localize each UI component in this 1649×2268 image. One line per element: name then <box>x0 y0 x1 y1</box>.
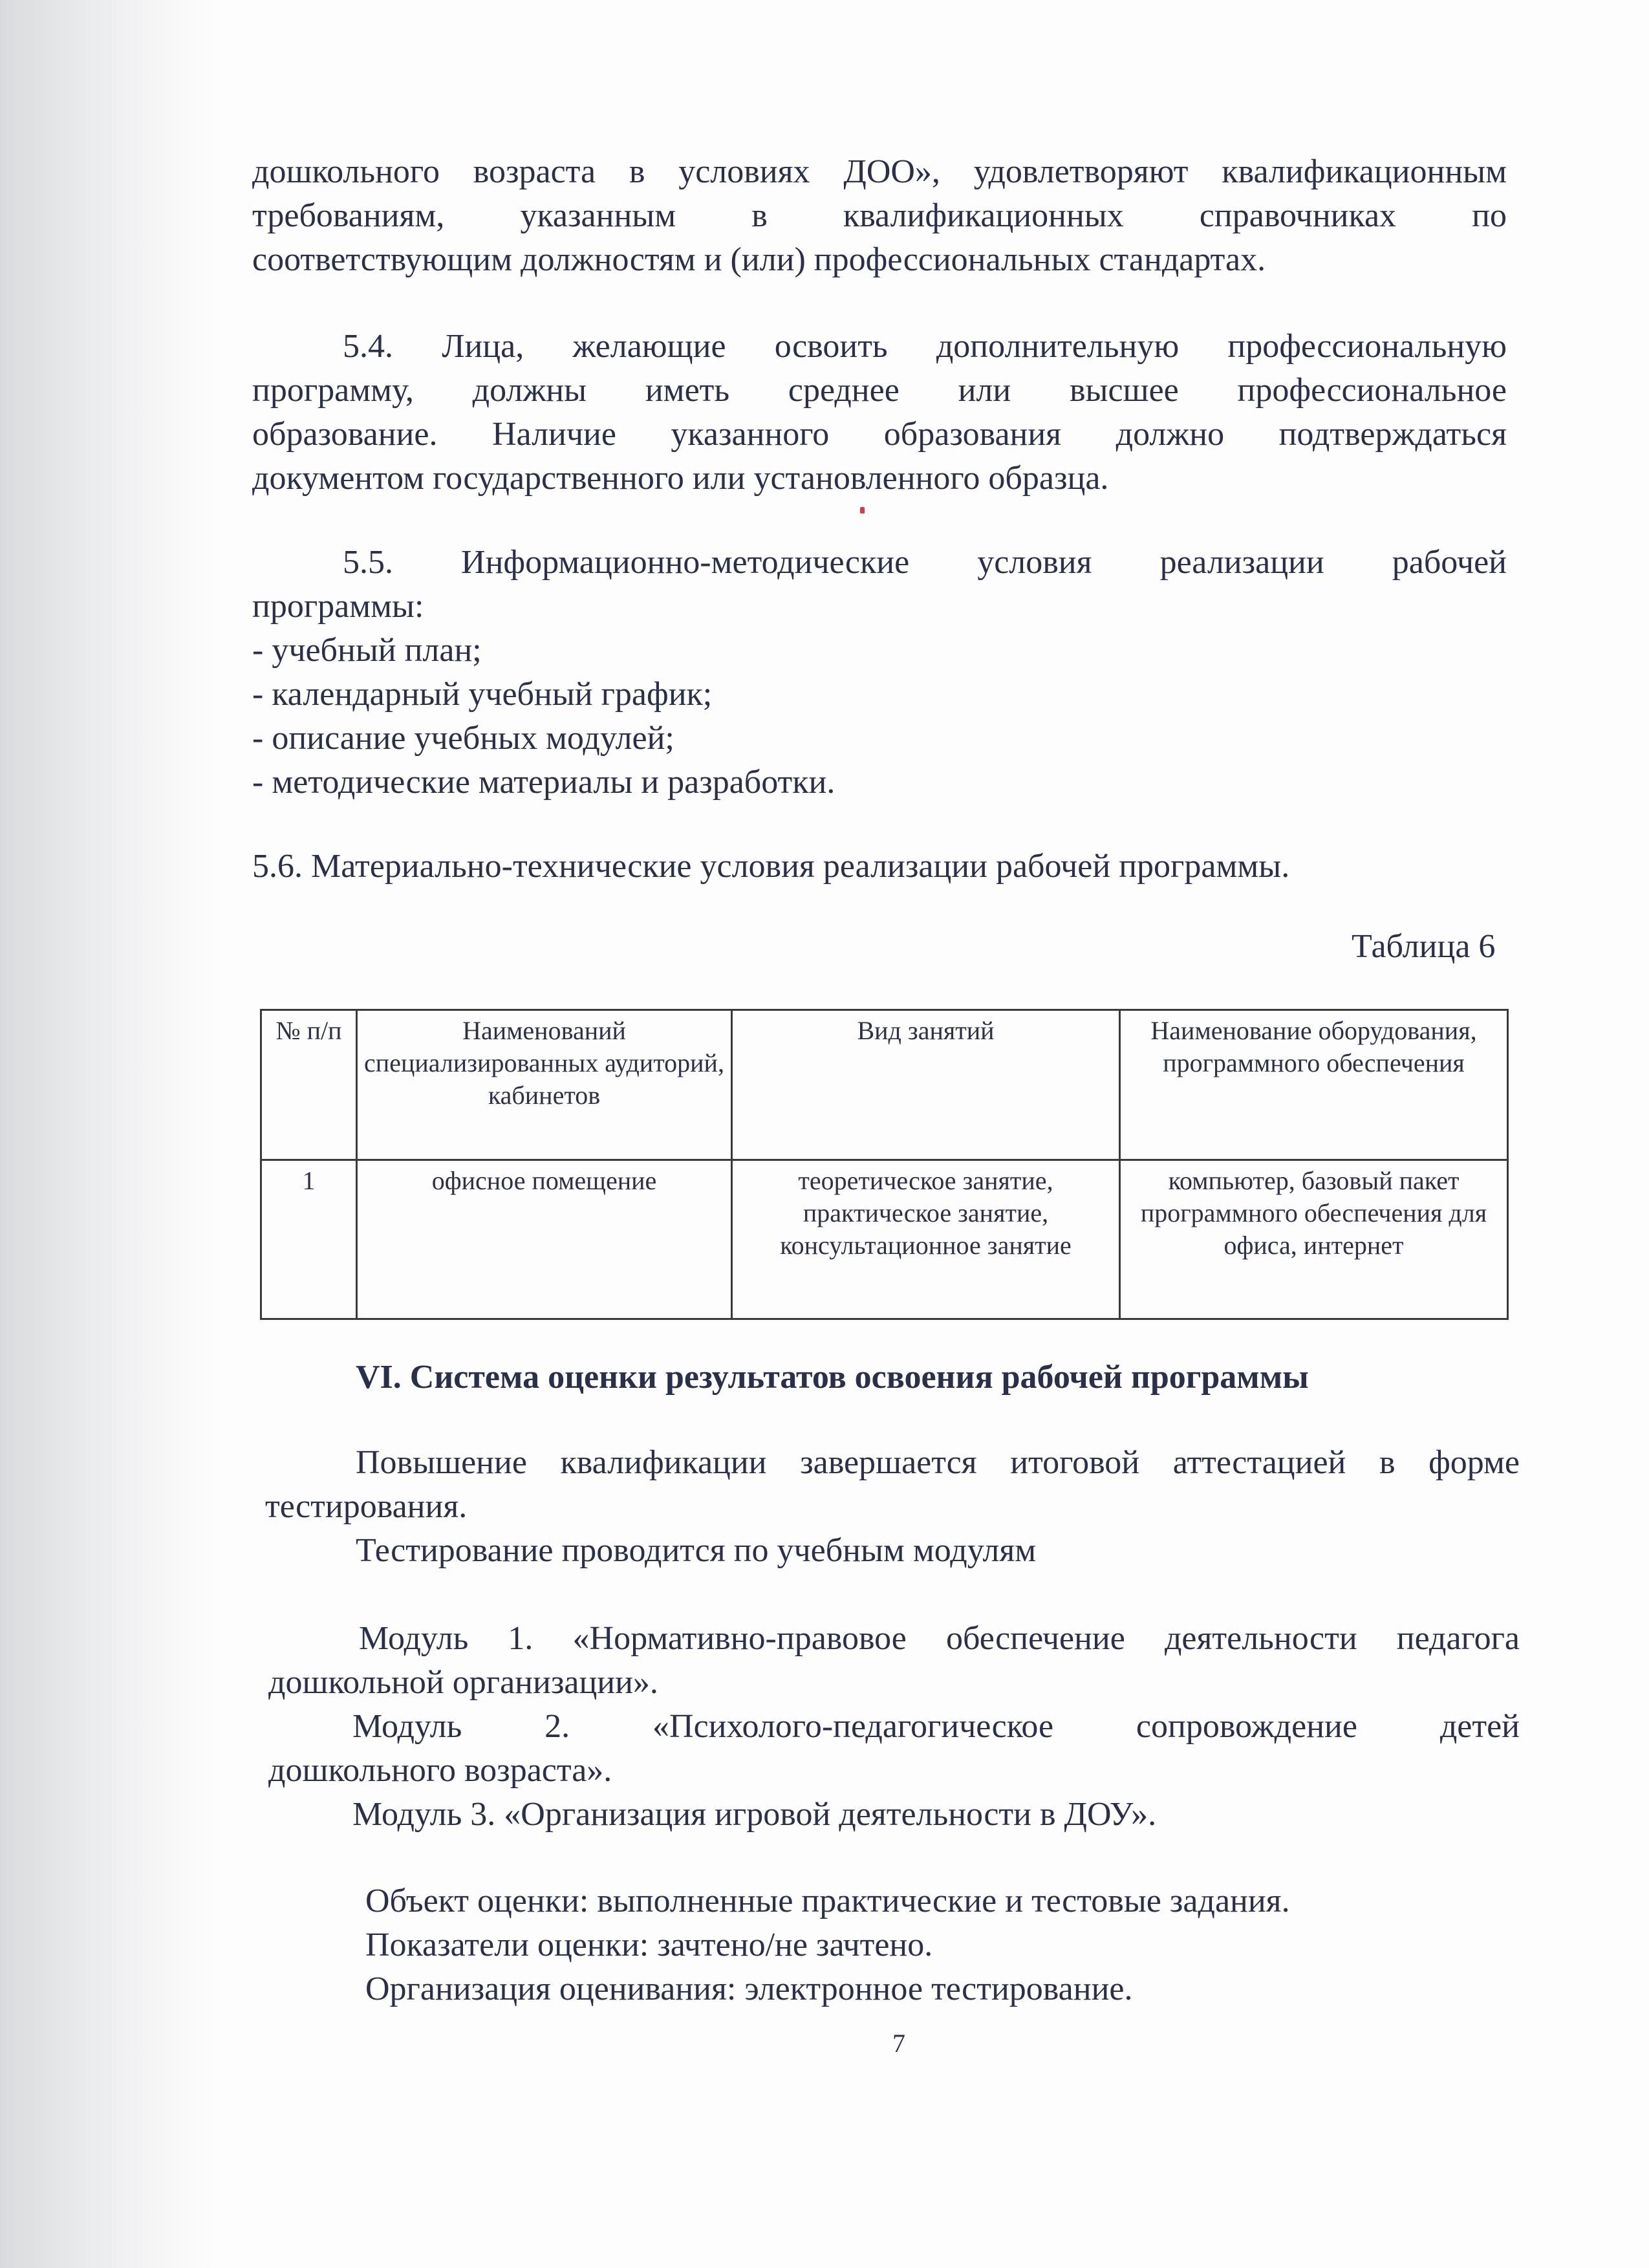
list-item: - методические материалы и разработки. <box>252 764 835 801</box>
header-rooms: Наименований специализированных аудиторий, кабинетов <box>357 1010 732 1160</box>
module-1-line-2: дошкольной организации». <box>268 1664 658 1701</box>
section-6-intro-line-3: Тестирование проводится по учебным модулям <box>356 1532 1037 1569</box>
page-number: 7 <box>892 2029 905 2058</box>
cell-equipment: компьютер, базовый пакет программного обеспечения для офиса, интернет <box>1120 1160 1508 1319</box>
module-2-line-1: Модуль 2. «Психолого-педагогическое сопровождение детей <box>352 1708 1520 1745</box>
section-5-5-line-1: 5.5. Информационно-методические условия реализации рабочей <box>343 544 1507 581</box>
module-1-line-1: Модуль 1. «Нормативно-правовое обеспечение деятельности педагога <box>359 1620 1520 1657</box>
section-5-4-line-4: документом государственного или установленного образца. <box>252 460 1109 497</box>
section-5-4-line-3: образование. Наличие указанного образования должно подтверждаться <box>252 416 1507 453</box>
section-5-6: 5.6. Материально-технические условия реализации рабочей программы. <box>252 848 1290 885</box>
header-number: № п/п <box>261 1010 357 1160</box>
list-item: - календарный учебный график; <box>252 676 713 713</box>
section-6-intro-line-2: тестирования. <box>265 1488 468 1525</box>
list-item: - описание учебных модулей; <box>252 720 674 757</box>
continuation-line-2: требованиям, указанным в квалификационных справочниках по <box>252 197 1507 234</box>
section-6-heading: VI. Система оценки результатов освоения рабочей программы <box>356 1359 1309 1396</box>
table-6 <box>260 1009 1509 1320</box>
table-row <box>261 1160 1508 1319</box>
header-activity: Вид занятий <box>732 1010 1120 1160</box>
section-6-intro-line-1: Повышение квалификации завершается итоговой аттестацией в форме <box>356 1444 1520 1481</box>
section-5-4-line-2: программу, должны иметь среднее или высшее профессиональное <box>252 372 1507 409</box>
table-caption: Таблица 6 <box>1352 928 1496 965</box>
header-equipment: Наименование оборудования, программного обеспечения <box>1120 1010 1508 1160</box>
cell-number: 1 <box>261 1160 357 1319</box>
cell-room: офисное помещение <box>357 1160 732 1319</box>
section-5-5-line-2: программы: <box>252 588 424 625</box>
assessment-object: Объект оценки: выполненные практические и тестовые задания. <box>365 1883 1290 1919</box>
red-mark <box>860 507 865 513</box>
module-3-line-1: Модуль 3. «Организация игровой деятельности в ДОУ». <box>352 1796 1157 1833</box>
list-item: - учебный план; <box>252 632 482 669</box>
module-2-line-2: дошкольного возраста». <box>268 1752 612 1789</box>
continuation-line-3: соответствующим должностям и (или) профессиональных стандартах. <box>252 241 1266 278</box>
cell-activity: теоретическое занятие, практическое занятие, консультационное занятие <box>732 1160 1120 1319</box>
table-header-row <box>261 1010 1508 1160</box>
continuation-line-1: дошкольного возраста в условиях ДОО», удовлетворяют квалификационным <box>252 153 1507 190</box>
assessment-organization: Организация оценивания: электронное тестирование. <box>365 1971 1133 2007</box>
section-5-4-line-1: 5.4. Лица, желающие освоить дополнительную профессиональную <box>343 328 1507 365</box>
assessment-indicators: Показатели оценки: зачтено/не зачтено. <box>365 1927 933 1963</box>
